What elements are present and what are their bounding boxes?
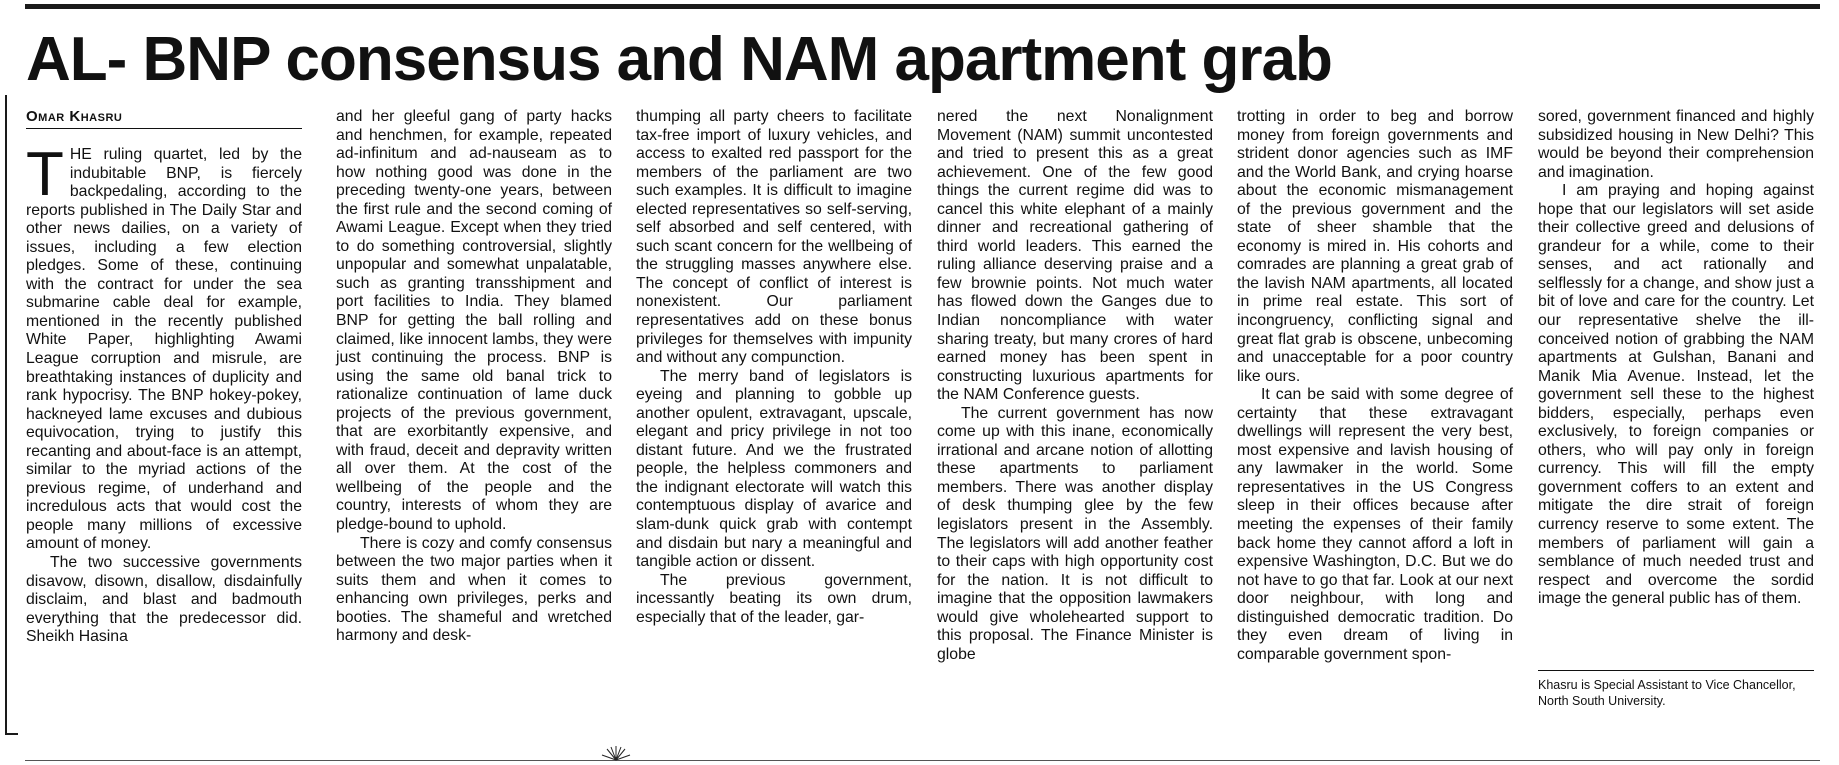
paragraph: The current government has now come up with this inane, economically irrational and arcane notion of allotting these apartments to parliament members. There was another display of desk thumping glee by the few legislators present in the Assembly. The legislators will add another feather to their caps with high opportunity cost for the nation. It is not difficult to imagine that the opposition lawmakers would give wholehearted support to this proposal. The Finance Minister is globe	[937, 404, 1213, 663]
drop-cap: T	[26, 140, 64, 209]
paragraph: The merry band of legislators is eyeing and planning to gobble up another opulent, extravagant, upscale, elegant and pricy privilege in not too distant future. And we the frustrated people, the helpless commoners and the indignant electorate will watch this contemptuous display of avarice and slam-dunk quick grab with contempt and disdain but nary a meaningful and tangible action or dissent.	[636, 367, 912, 571]
bottom-rule	[25, 760, 1820, 761]
article-column-5	[1237, 108, 1513, 664]
paragraph: The two successive governments disavow, disown, disallow, disdainfully disclaim, and blast and badmouth everything that the predecessor did. Sheikh Hasina	[26, 554, 302, 646]
paragraph: sored, government financed and highly subsidized housing in New Delhi? This would be beyond their comprehension and imagination.	[1538, 108, 1814, 181]
paragraph: The previous government, incessantly beating its own drum, especially that of the leader, gar-	[636, 571, 912, 626]
top-rule	[25, 4, 1820, 9]
paragraph: THE ruling quartet, led by the indubitable BNP, is fiercely backpedaling, according to the reports published in The Daily Star and other news dailies, on a variety of issues, including a few election pledges. Some of these, continuing with the contract for under the sea submarine cable deal for example, mentioned in the recently published White Paper, highlighting Awami League corruption and misrule, are breathtaking instances of duplicity and rank hypocrisy. The BNP hokey-pokey, hackneyed lame excuses and dubious equivocation, trying to justify this recanting and about-face is an attempt, similar to the myriad actions of the previous regime, of underhand and incredulous acts that would cost the people many millions of excessive amount of money.	[26, 140, 302, 553]
article-column-6	[1538, 108, 1814, 609]
paragraph: I am praying and hoping against hope that our legislators will set aside their collective greed and delusions of grandeur for a while, come to their senses, and act rationally and selflessly for a change, and show just a bit of love and care for the country. Let our representative shelve the ill-conceived notion of grabbing the NAM apartments at Gulshan, Banani and Manik Mia Avenue. Instead, let the government sell these to the highest bidders, especially, perhaps even exclusively, to foreign companies or others, who will pay only in foreign currency. This will fill the empty government coffers to an extent and mitigate the dire strait of foreign currency reserve to some extent. The members of parliament will gain a semblance of much needed trust and respect and overcome the sordid image the general public has of them.	[1538, 182, 1814, 608]
headline: AL- BNP consensus and NAM apartment grab	[26, 25, 1332, 94]
byline: Omar Khasru	[26, 108, 302, 129]
article-column-3	[636, 108, 912, 627]
paragraph: thumping all party cheers to facilitate tax-free import of luxury vehicles, and access to exalted red passport for the members of the parliament are two such examples. It is difficult to imagine elected representatives so self-serving, self absorbed and self centered, with such scant concern for the wellbeing of the struggling masses anywhere else. The concept of conflict of interest is nonexistent. Our parliament representatives add on these bonus privileges for themselves with impunity and without any compunction.	[636, 108, 912, 367]
paragraph: nered the next Nonalignment Movement (NAM) summit uncontested and tried to present this as a great achievement. One of the few good things the current regime did was to cancel this white elephant of a mainly dinner and recreational gathering of third world leaders. This earned the ruling alliance deserving praise and a few brownie points. Not much water has flowed down the Ganges due to Indian noncompliance with water sharing treaty, but many crores of hard earned money has been spent in constructing luxurious apartments for the NAM Conference guests.	[937, 108, 1213, 404]
ornament-icon	[598, 744, 634, 764]
paragraph: and her gleeful gang of party hacks and henchmen, for example, repeated ad-infinitum and ad-nauseam as to how nothing good was done in the preceding twenty-one years, between the first rule and the second coming of Awami League. Except when they tried to do something controversial, slightly unpopular and somewhat unpalatable, such as granting transshipment and port facilities to India. They blamed BNP for getting the ball rolling and claimed, like innocent lambs, they were just continuing the process. BNP is using the same old banal trick to rationalize continuation of lame duck projects of the previous government, that are exorbitantly expensive, and with fraud, deceit and depravity written all over them. At the cost of the wellbeing of the people and the country, interests of whom they are pledge-bound to uphold.	[336, 108, 612, 534]
paragraph: There is cozy and comfy consensus between the two major parties when it suits them and when it comes to enhancing own privileges, perks and booties. The shameful and wretched harmony and desk-	[336, 534, 612, 645]
left-column-rule-foot	[5, 733, 18, 735]
author-note: Khasru is Special Assistant to Vice Chancellor, North South University.	[1538, 670, 1814, 709]
article-column-2	[336, 108, 612, 646]
left-column-rule	[5, 95, 7, 735]
paragraph: trotting in order to beg and borrow money from foreign governments and strident donor agencies such as IMF and the World Bank, and crying hoarse about the economic mismanagement of the previous government and the state of sheer shamble that the economy is mired in. His cohorts and comrades are planning a great grab of the lavish NAM apartments, all located in prime real estate. This sort of incongruency, conflicting signal and great flat grab is obscene, unbecoming and unacceptable for a poor country like ours.	[1237, 108, 1513, 385]
paragraph: It can be said with some degree of certainty that these extravagant dwellings will represent the very best, most expensive and lavish housing of any lawmaker in the world. Some representatives in the US Congress sleep in their offices because after meeting the expenses of their family back home they cannot afford a loft in expensive Washington, D.C. But we do not have to go that far. Look at our next door neighbour, with long and distinguished democratic tradition. Do they even dream of living in comparable government spon-	[1237, 386, 1513, 663]
article-column-1	[26, 140, 302, 647]
article-column-4	[937, 108, 1213, 664]
